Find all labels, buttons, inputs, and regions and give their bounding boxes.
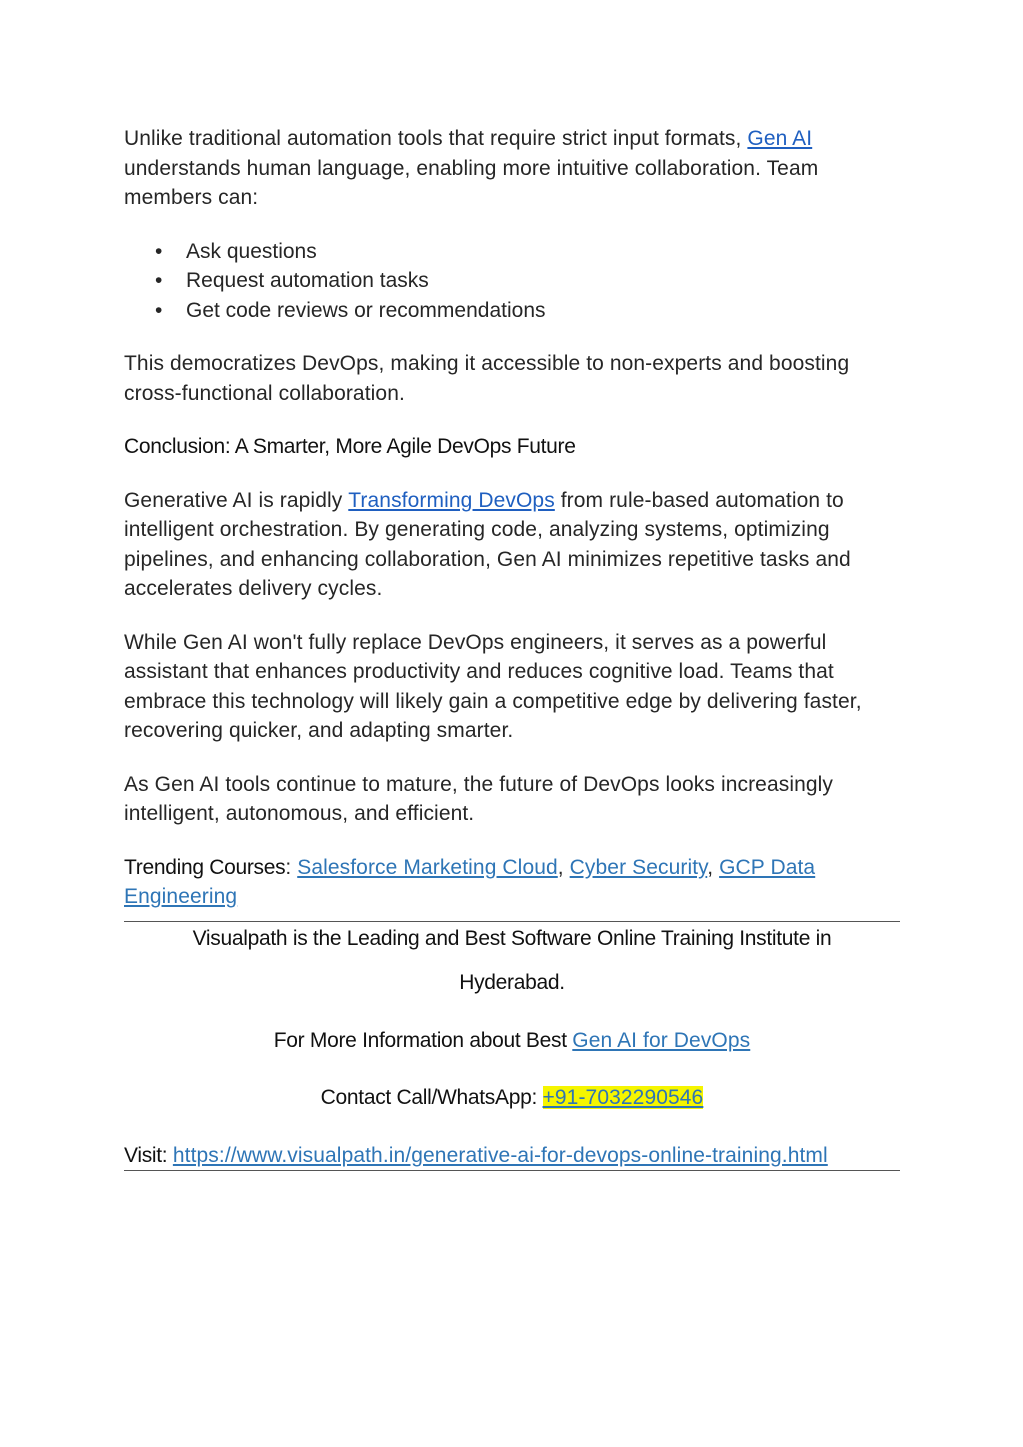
trending-colon: : [285,855,298,879]
more-info-line [124,1026,900,1056]
bullet-icon: • [155,298,163,322]
intro-paragraph [124,124,884,213]
document-page [124,124,900,1171]
bullet-icon: • [155,239,163,263]
more-info-label: For More Information about Best [273,1028,573,1052]
contact-label: Contact Call/WhatsApp: [320,1086,543,1109]
trending-courses-label: Trending Courses [124,855,286,879]
conclusion-paragraph-2: While Gen AI won't fully replace DevOps engineers, it serves as a powerful assistant that enhances productivity and reduces cognitive load. Teams that embrace this technology will likely gain a competitive edge by delivering faster, recovering quicker, and adapting smarter. [124,630,862,742]
visit-line [124,1141,900,1171]
list-item-text: Ask questions [186,239,317,263]
footer-bottom-divider [124,1170,900,1171]
intro-text-after: understands human language, enabling more intuitive collaboration. Team members can: [124,156,819,209]
cyber-security-link[interactable]: Cyber Security [569,855,708,879]
salesforce-marketing-cloud-link[interactable]: Salesforce Marketing Cloud [297,855,558,879]
institute-line-1: Visualpath is the Leading and Best Software Online Training Institute in [192,926,832,950]
list-item [124,237,900,267]
list-item-text: Request automation tasks [186,269,429,292]
institute-line-2: Hyderabad. [459,971,565,994]
list-item [124,296,900,326]
footer-top-divider [124,921,900,922]
conclusion-paragraph-1 [124,486,894,604]
democratize-paragraph: This democratizes DevOps, making it accessible to non-experts and boosting cross-functional collaboration. [124,352,850,405]
gcp-data-engineering-link[interactable]: GCP Data Engineering [124,855,816,908]
conclusion-paragraph-3: As Gen AI tools continue to mature, the future of DevOps looks increasingly intelligent, autonomous, and efficient. [124,772,834,825]
trending-comma: , [707,855,720,879]
trending-comma: , [557,855,570,879]
para1-text-before: Generative AI is rapidly [124,488,349,512]
conclusion-heading: Conclusion: A Smarter, More Agile DevOps Future [124,435,576,458]
bullet-icon: • [155,269,163,292]
list-item [124,266,900,296]
intro-text-before: Unlike traditional automation tools that require strict input formats, [124,127,748,150]
para1-text-after: from rule-based automation to intelligent orchestration. By generating code, analyzing systems, optimizing pipelines, and enhancing collaboration, Gen AI minimizes repetitive tasks and accelerates delivery cycles. [124,488,851,600]
visit-url-link[interactable]: https://www.visualpath.in/generative-ai-for-devops-online-training.html [172,1143,828,1167]
transforming-devops-link[interactable]: Transforming DevOps [348,488,555,512]
contact-line [124,1083,900,1113]
capabilities-list [124,237,900,326]
gen-ai-link[interactable]: Gen AI [747,127,813,150]
list-item-text: Get code reviews or recommendations [186,298,546,322]
gen-ai-for-devops-link[interactable]: Gen AI for DevOps [572,1028,751,1052]
trending-courses [124,853,844,912]
phone-link[interactable]: +91-7032290546 [542,1086,704,1109]
visit-label: Visit: [124,1143,173,1167]
